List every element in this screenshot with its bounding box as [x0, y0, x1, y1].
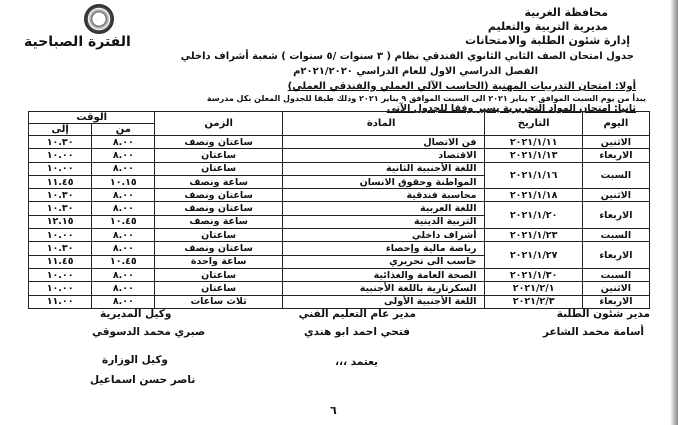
- cell-to: ١١.٤٥: [29, 175, 92, 188]
- cell-from: ١٠.٤٥: [92, 215, 155, 228]
- cell-date: ٢٠٢١/٢/٣: [485, 295, 582, 308]
- cell-from: ٨.٠٠: [92, 282, 155, 295]
- table-row: [29, 149, 650, 162]
- cell-duration: ساعتان: [155, 282, 282, 295]
- header-subject: المادة: [282, 112, 485, 136]
- header-date: التاريخ: [485, 112, 582, 136]
- cell-date: ٢٠٢١/١/٢٠: [485, 202, 582, 229]
- cell-duration: ساعتان: [155, 229, 282, 242]
- cell-duration: ساعتان ونصف: [155, 242, 282, 255]
- cell-duration: ساعتان: [155, 162, 282, 175]
- cell-to: ١٠.٣٠: [29, 242, 92, 255]
- cell-date: ٢٠٢١/٢/١: [485, 282, 582, 295]
- cell-duration: ثلاث ساعات: [155, 295, 282, 308]
- cell-subject: اللغة العربية: [282, 202, 485, 215]
- header-from: من: [92, 124, 155, 136]
- cell-subject: اللغة الأجنبية الأولى: [282, 295, 485, 308]
- header-to: إلى: [29, 124, 92, 136]
- cell-to: ١٠.٠٠: [29, 282, 92, 295]
- approval-label: يعتمد ،،،: [335, 356, 378, 368]
- cell-day: الاربعاء: [582, 202, 649, 229]
- technical-director-name: فتحي احمد ابو هندي: [304, 326, 410, 338]
- cell-duration: ساعتان ونصف: [155, 136, 282, 149]
- header-time: الوقت: [29, 112, 155, 124]
- cell-subject: فن الاتصال: [282, 136, 485, 149]
- cell-subject: السكرتارية باللغة الأجنبية: [282, 282, 485, 295]
- cell-from: ٨.٠٠: [92, 242, 155, 255]
- student-affairs-title: مدير شئون الطلبة: [556, 308, 650, 320]
- cell-duration: ساعتان ونصف: [155, 189, 282, 202]
- cell-to: ١٠.٠٠: [29, 229, 92, 242]
- cell-day: الاثنين: [582, 282, 649, 295]
- cell-to: ١٠.٣٠: [29, 202, 92, 215]
- cell-date: ٢٠٢١/١/٢٣: [485, 229, 582, 242]
- technical-director-title: مدير عام التعليم الفني: [298, 308, 416, 320]
- table-row: [29, 268, 650, 281]
- period-title: الفترة الصباحية: [24, 34, 131, 50]
- cell-subject: الاقتصاد: [282, 149, 485, 162]
- cell-subject: الصحة العامة والغذائية: [282, 268, 485, 281]
- cell-to: ١٠.٣٠: [29, 189, 92, 202]
- cell-to: ١١.٠٠: [29, 295, 92, 308]
- ministry-seal-icon: [84, 4, 114, 34]
- first-section-title: أولا: امتحان التدريبات المهنية (الحاسب الآلي العملي والفندقي العملي): [287, 81, 636, 92]
- table-row: [29, 162, 650, 175]
- table-row: [29, 189, 650, 202]
- table-row: [29, 295, 650, 308]
- directorate-deputy-name: صبري محمد الدسوقي: [92, 326, 206, 338]
- cell-day: السبت: [582, 268, 649, 281]
- cell-from: ٨.٠٠: [92, 229, 155, 242]
- cell-date: ٢٠٢١/١/١٣: [485, 149, 582, 162]
- exam-table: [28, 111, 650, 309]
- table-row: [29, 202, 650, 215]
- cell-from: ٨.٠٠: [92, 202, 155, 215]
- cell-date: ٢٠٢١/١/١٨: [485, 189, 582, 202]
- cell-subject: اللغة الأجنبية الثانية: [282, 162, 485, 175]
- cell-from: ١٠.٤٥: [92, 255, 155, 268]
- cell-from: ٨.٠٠: [92, 162, 155, 175]
- cell-duration: ساعة ونصف: [155, 215, 282, 228]
- cell-subject: حاسب آلى تحريري: [282, 255, 485, 268]
- table-row: [29, 136, 650, 149]
- first-section-detail: يبدأ من يوم السبت الموافق ٢ يناير ٢٠٢١ الى السبت الموافق ٩ يناير ٢٠٢١ وذلك طبقا للجدول المعلن بكل مدرسة: [206, 94, 646, 103]
- cell-subject: المواطنة وحقوق الانسان: [282, 175, 485, 188]
- second-section-title: ثانيا: امتحان المواد التحريرية يسير وفقا للجدول الآتي: [386, 103, 636, 114]
- cell-to: ١٠.٣٠: [29, 136, 92, 149]
- directorate-label: مديرية التربية والتعليم: [487, 20, 608, 33]
- header-duration: الزمن: [155, 112, 282, 136]
- cell-subject: محاسبة فندقية: [282, 189, 485, 202]
- cell-from: ٨.٠٠: [92, 189, 155, 202]
- cell-date: ٢٠٢١/١/٢٧: [485, 242, 582, 269]
- cell-duration: ساعتان ونصف: [155, 202, 282, 215]
- table-row: [29, 242, 650, 255]
- cell-to: ١١.٤٥: [29, 255, 92, 268]
- cell-day: الاثنين: [582, 136, 649, 149]
- scan-edge: [670, 0, 678, 425]
- directorate-deputy-title: وكيل المديرية: [100, 308, 172, 320]
- cell-subject: أشراف داخلي: [282, 229, 485, 242]
- table-row: [29, 282, 650, 295]
- cell-duration: ساعة ونصف: [155, 175, 282, 188]
- cell-date: ٢٠٢١/١/٣٠: [485, 268, 582, 281]
- cell-day: السبت: [582, 229, 649, 242]
- ministry-deputy-name: ناصر حسن اسماعيل: [90, 374, 196, 386]
- term-title: الفصل الدراسي الاول للعام الدراسي ٢٠٢١/٢٠٢٠م: [293, 66, 538, 77]
- cell-duration: ساعتان: [155, 149, 282, 162]
- governorate-label: محافظة الغربية: [524, 6, 608, 19]
- cell-day: الاربعاء: [582, 242, 649, 269]
- cell-day: الاثنين: [582, 189, 649, 202]
- cell-to: ١٢.١٥: [29, 215, 92, 228]
- cell-from: ١٠.١٥: [92, 175, 155, 188]
- page-number: ٦: [330, 404, 337, 417]
- header-day: اليوم: [582, 112, 649, 136]
- cell-from: ٨.٠٠: [92, 136, 155, 149]
- table-header-row: [29, 112, 650, 124]
- student-affairs-name: أسامة محمد الشاعر: [542, 326, 644, 338]
- cell-day: السبت: [582, 162, 649, 189]
- exam-title: جدول امتحان الصف الثاني الثانوي الفندقي نظام ( ٣ سنوات /٥ سنوات ) شعبة أشراف داخلي: [180, 51, 634, 62]
- cell-date: ٢٠٢١/١/١٦: [485, 162, 582, 189]
- department-label: إدارة شئون الطلبة والامتحانات: [465, 34, 630, 47]
- cell-day: الاربعاء: [582, 149, 649, 162]
- table-row: [29, 229, 650, 242]
- cell-to: ١٠.٠٠: [29, 162, 92, 175]
- cell-day: الاربعاء: [582, 295, 649, 308]
- cell-to: ١٠.٠٠: [29, 268, 92, 281]
- cell-subject: رياضة مالية وإحصاء: [282, 242, 485, 255]
- cell-duration: ساعة واحدة: [155, 255, 282, 268]
- cell-duration: ساعتان: [155, 268, 282, 281]
- cell-from: ٨.٠٠: [92, 149, 155, 162]
- ministry-deputy-title: وكيل الوزارة: [102, 354, 168, 366]
- cell-from: ٨.٠٠: [92, 268, 155, 281]
- cell-date: ٢٠٢١/١/١١: [485, 136, 582, 149]
- cell-from: ٨.٠٠: [92, 295, 155, 308]
- cell-subject: التربية الدينية: [282, 215, 485, 228]
- cell-to: ١٠.٠٠: [29, 149, 92, 162]
